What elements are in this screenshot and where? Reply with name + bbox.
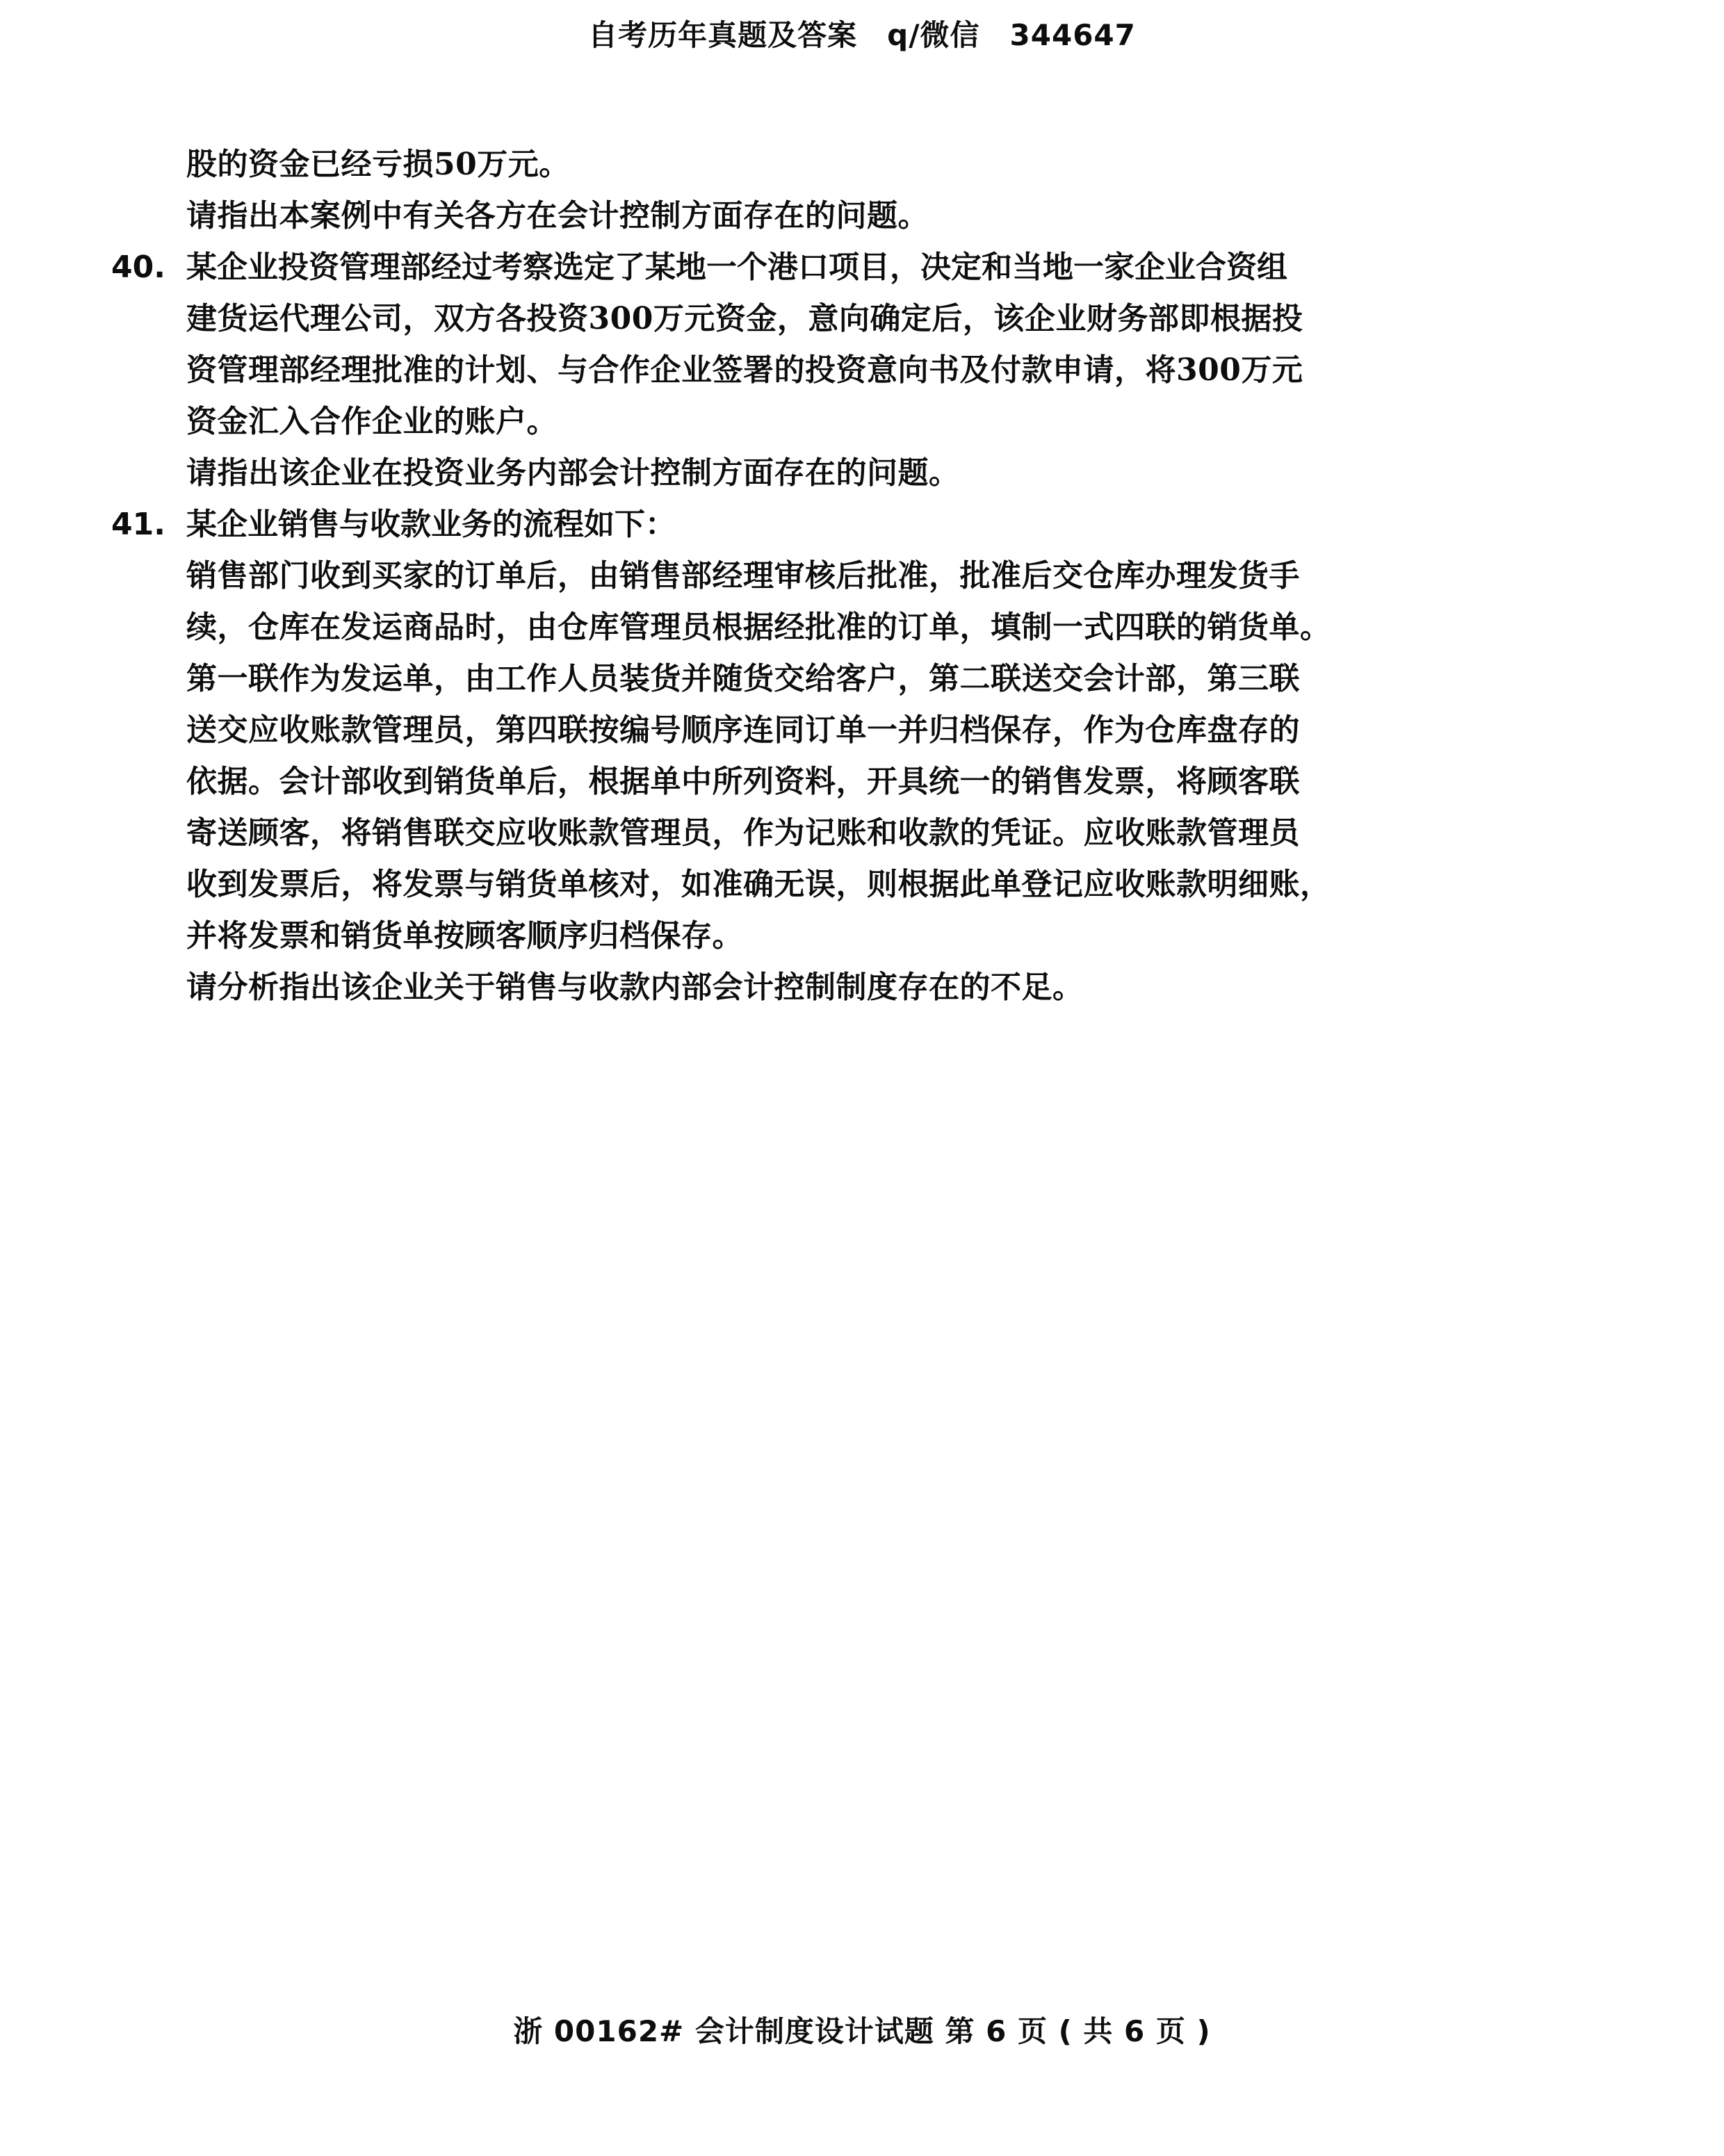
question-41-first-line [111,499,1627,550]
question-40 [111,242,1627,499]
question-41-line-6: 依据。会计部收到销货单后，根据单中所列资料，开具统一的销售发票，将顾客联 [186,764,1300,799]
page-footer: 浙 00162# 会计制度设计试题 第 6 页 ( 共 6 页 ) [513,2014,1211,2048]
question-40-line-1: 某企业投资管理部经过考察选定了某地一个港口项目，决定和当地一家企业合资组 [186,250,1287,285]
question-41-line-8: 收到发票后，将发票与销货单核对，如准确无误，则根据此单登记应收账款明细账， [186,867,1331,902]
question-41-line-4: 第一联作为发运单，由工作人员装货并随货交给客户，第二联送交会计部，第三联 [186,661,1300,696]
question-41-line-3: 续，仓库在发运商品时，由仓库管理员根据经批准的订单，填制一式四联的销货单。 [186,610,1331,645]
intro-line-1: 股的资金已经亏损50万元。 [186,147,570,182]
question-40-number: 40. [111,250,165,285]
question-41 [111,499,1627,1013]
question-41-line-2: 销售部门收到买家的订单后，由销售部经理审核后批准，批准后交仓库办理发货手 [186,558,1300,594]
question-40-line-5: 请指出该企业在投资业务内部会计控制方面存在的问题。 [186,455,960,491]
question-41-line-1: 某企业销售与收款业务的流程如下： [186,507,676,542]
question-41-line-7: 寄送顾客，将销售联交应收账款管理员，作为记账和收款的凭证。应收账款管理员 [186,815,1300,851]
intro-line-2: 请指出本案例中有关各方在会计控制方面存在的问题。 [186,198,929,234]
question-41-line-10: 请分析指出该企业关于销售与收款内部会计控制制度存在的不足。 [186,970,1084,1005]
page-header: 自考历年真题及答案 q/微信 344647 [588,18,1136,52]
question-41-line-9: 并将发票和销货单按顾客顺序归档保存。 [186,918,743,954]
question-41-number: 41. [111,507,165,542]
question-41-line-5: 送交应收账款管理员，第四联按编号顺序连同订单一并归档保存，作为仓库盘存的 [186,712,1300,748]
question-40-first-line [111,242,1627,293]
page-body [111,139,1627,1013]
question-40-line-4: 资金汇入合作企业的账户。 [186,404,558,439]
question-40-line-3: 资管理部经理批准的计划、与合作企业签署的投资意向书及付款申请，将300万元 [186,352,1303,388]
question-40-line-2: 建货运代理公司，双方各投资300万元资金，意向确定后，该企业财务部即根据投 [186,301,1303,336]
intro-paragraph [111,139,1627,242]
